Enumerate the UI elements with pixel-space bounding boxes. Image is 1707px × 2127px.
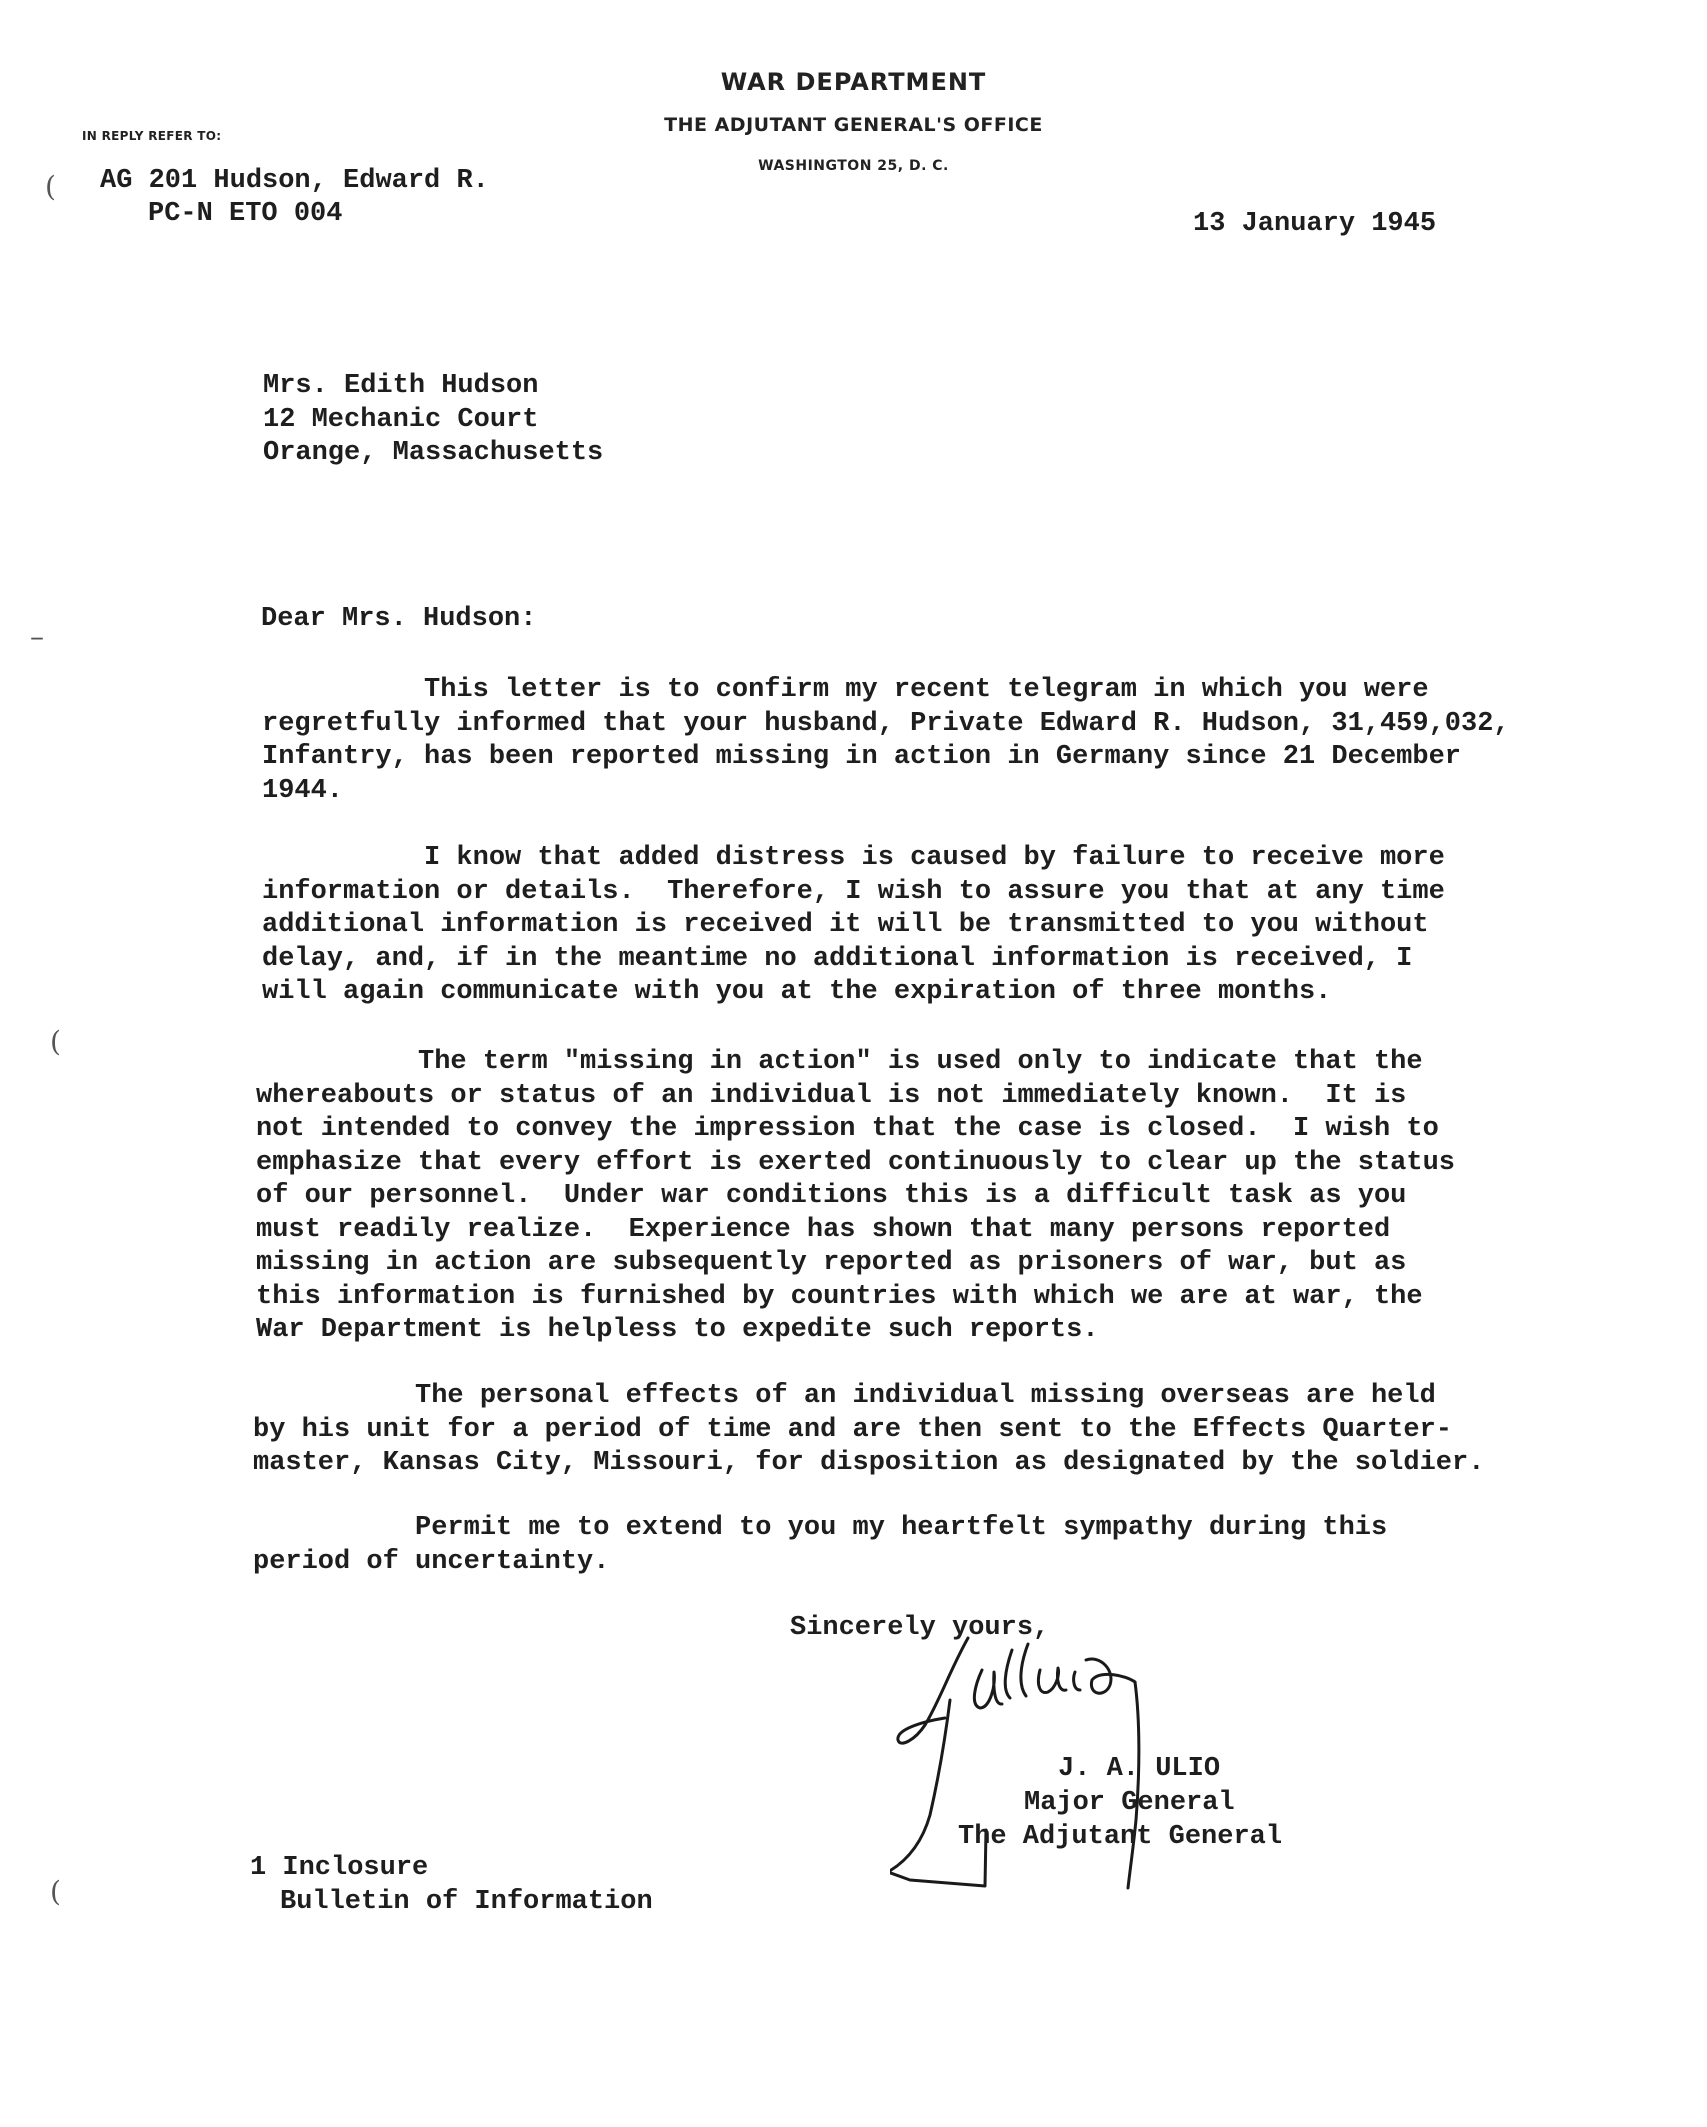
recipient-street: 12 Mechanic Court	[263, 404, 539, 435]
margin-mark: (	[45, 170, 56, 203]
salutation: Dear Mrs. Hudson:	[261, 604, 537, 634]
letterhead-office: THE ADJUTANT GENERAL'S OFFICE	[664, 114, 1043, 136]
letter-date: 13 January 1945	[1193, 209, 1437, 239]
margin-mark: –	[30, 620, 44, 653]
margin-mark: (	[50, 1025, 61, 1058]
letterhead-city: WASHINGTON 25, D. C.	[758, 158, 949, 174]
signer-title: The Adjutant General	[958, 1822, 1283, 1852]
enclosure-count: 1 Inclosure	[250, 1853, 429, 1883]
signer-rank: Major General	[1024, 1788, 1235, 1818]
body-paragraph-5: Permit me to extend to you my heartfelt sympathy during this period of uncertainty.	[253, 1513, 1388, 1577]
enclosure-item: Bulletin of Information	[280, 1887, 653, 1917]
recipient-city: Orange, Massachusetts	[263, 438, 604, 468]
reply-refer-label: IN REPLY REFER TO:	[82, 129, 222, 143]
body-paragraph-3: The term "missing in action" is used only to indicate that the whereabouts or status of an individual is not immediately known. It is not intended to convey the impression that the case is closed. I wish to emphasize that every effort is exerted continuously to clear up the status of our personnel. Under war conditions this is a difficult task as you must readily realize. Experience has shown that many persons reported missing in action are subsequently reported as prisoners of war, but as this information is furnished by countries with which we are at war, the War Department is helpless to expedite such reports.	[256, 1047, 1455, 1345]
body-paragraph-1: This letter is to confirm my recent telegram in which you were regretfully informed that your husband, Private Edward R. Hudson, 31,459,032, Infantry, has been reported missing in action in Germany since 21 December 1944.	[262, 675, 1510, 806]
closing: Sincerely yours,	[790, 1613, 1050, 1643]
recipient-address	[263, 370, 603, 471]
reference-line-1: AG 201 Hudson, Edward R.	[100, 166, 489, 196]
body-paragraph-2: I know that added distress is caused by failure to receive more information or details. Therefore, I wish to assure you that at any time additional information is received it will be transmitted to you without delay, and, if in the meantime no additional information is received, I will again communicate with you at the expiration of three months.	[262, 843, 1445, 1007]
reference-line-2: PC-N ETO 004	[148, 199, 343, 229]
body-paragraph-4: The personal effects of an individual missing overseas are held by his unit for a period of time and are then sent to the Effects Quarter- master, Kansas City, Missouri, for disposition as designated by the soldier.	[253, 1381, 1485, 1478]
signer-name: J. A. ULIO	[1058, 1754, 1221, 1784]
letterhead-department: WAR DEPARTMENT	[720, 68, 987, 96]
recipient-name: Mrs. Edith Hudson	[263, 371, 539, 401]
margin-mark: (	[50, 1875, 61, 1908]
